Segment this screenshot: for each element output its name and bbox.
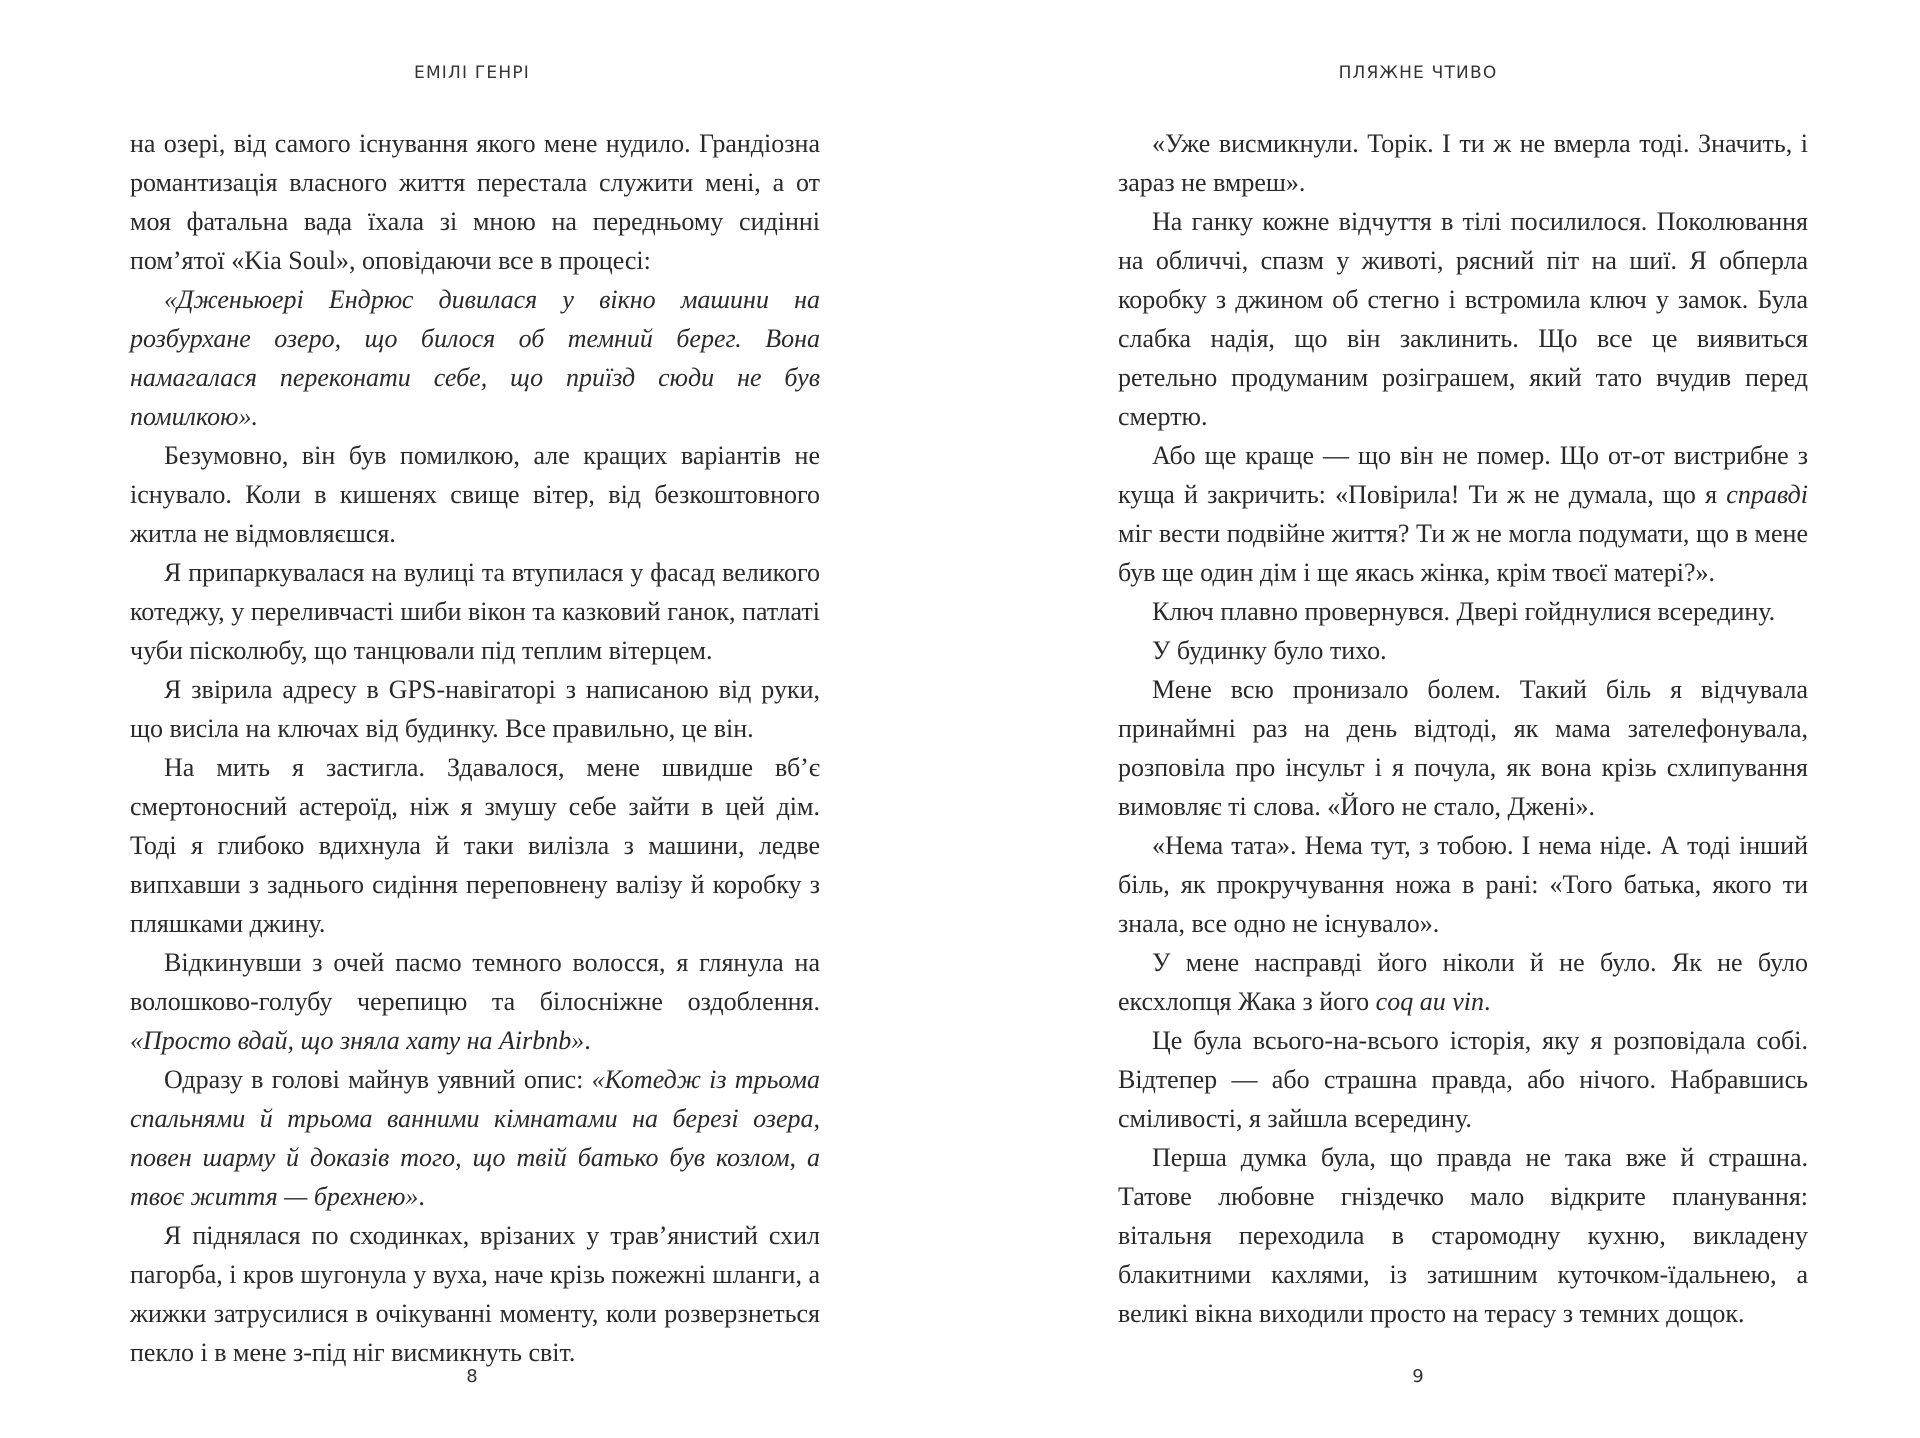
paragraph-text: Відкинувши з очей пасмо темного волосся, я глянула на волошково-голубу черепицю та білосніжне оздоблення.	[130, 948, 820, 1016]
paragraph: На ганку кожне відчуття в тілі посилилося. Поколювання на обличчі, спазм у животі, рясний піт на шиї. Я обперла коробку з джином об стегно і встромила ключ у замок. Була слабка надія, що він заклинить. Що все це виявиться ретельно продуманим розіграшем, який тато вчудив перед смертю.	[1118, 207, 1808, 431]
paragraph: Я піднялася по сходинках, врізаних у трав’янистий схил пагорба, і кров шугонула у вуха, наче крізь пожежні шланги, а жижки затрусилися в очікуванні моменту, коли розверзнеться пекло і в мене з-під ніг висмикнуть світ.	[130, 1221, 820, 1367]
paragraph-text: міг вести подвійне життя? Ти ж не могла подумати, що в мене був ще один дім і ще якась жінка, крім твоєї матері?».	[1118, 519, 1808, 587]
running-head-author: ЕМІЛІ ГЕНРІ	[414, 63, 530, 83]
paragraph: Перша думка була, що правда не така вже й страшна. Татове любовне гніздечко мало відкрите планування: вітальня переходила в старомодну кухню, викладену блакитними кахлями, із затишним куточком-їдальнею, а великі вікна виходили просто на терасу з темних дощок.	[1118, 1143, 1808, 1328]
paragraph: Безумовно, він був помилкою, але кращих варіантів не існувало. Коли в кишенях свище вітер, від безкоштовного житла не відмовляєшся.	[130, 441, 820, 548]
italic-word: справді	[1726, 480, 1808, 509]
paragraph-text: У мене насправді його ніколи й не було. Як не було ексхлопця Жака з його	[1118, 948, 1808, 1016]
paragraph	[1118, 436, 1808, 592]
paragraph: На мить я застигла. Здавалося, мене швидше вб’є смертоносний астероїд, ніж я змушу себе зайти в цей дім. Тоді я глибоко вдихнула й таки вилізла з машини, ледве випхавши з заднього сидіння переповнену валізу й коробку з пляшками джину.	[130, 753, 820, 938]
paragraph-text: .	[584, 1026, 591, 1055]
page-number: 9	[1412, 1366, 1424, 1387]
paragraph-text: .	[1483, 987, 1491, 1016]
italic-paragraph: «Дженьюері Ендрюс дивилася у вікно машини на розбурхане озеро, що билося об темний берег. Вона намагалася переконати себе, що приїзд сюди не був помилкою».	[130, 285, 820, 431]
paragraph: Це була всього-на-всього історія, яку я розповідала собі. Відтепер — або страшна правда, або нічого. Набравшись сміливості, я зайшла всередину.	[1118, 1026, 1808, 1133]
paragraph	[1118, 943, 1808, 1021]
italic-quote: «Котедж із трьома спальнями й трьома ванними кімнатами на березі озера, повен шарму й доказів того, що твій батько був козлом, а твоє життя — брехнею»	[130, 1065, 820, 1211]
paragraph: «Нема тата». Нема тут, з тобою. І нема ніде. А тоді інший біль, як прокручування ножа в рані: «Того батька, якого ти знала, все одно не існувало».	[1118, 831, 1808, 938]
paragraph: Ключ плавно провернувся. Двері гойднулися всередину.	[1152, 597, 1776, 626]
paragraph: У будинку було тихо.	[1152, 636, 1387, 665]
paragraph: Я припаркувалася на вулиці та втупилася у фасад великого котеджу, у переливчасті шиби вікон та казковий ганок, патлаті чуби пісколюбу, що танцювали під теплим вітерцем.	[130, 558, 820, 665]
running-head-title: ПЛЯЖНЕ ЧТИВО	[1338, 63, 1498, 83]
paragraph-text: .	[418, 1182, 425, 1211]
right-page-body	[1118, 124, 1808, 1333]
paragraph	[130, 1060, 820, 1216]
paragraph: Мене всю пронизало болем. Такий біль я відчувала принаймні раз на день відтоді, як мама зателефонувала, розповіла про інсульт і я почула, як вона крізь схлипування вимовляє ті слова. «Його не стало, Джені».	[1118, 675, 1808, 821]
paragraph-text: Або ще краще — що він не помер. Що от-от вистрибне з куща й закричить: «Повірила! Ти ж не думала, що я	[1118, 441, 1808, 509]
italic-phrase: coq au vin	[1375, 987, 1484, 1016]
page-number: 8	[466, 1366, 478, 1387]
paragraph	[130, 943, 820, 1060]
right-page	[960, 0, 1920, 1438]
left-page-body	[130, 124, 820, 1372]
paragraph-text: Одразу в голові майнув уявний опис:	[164, 1065, 592, 1094]
paragraph: на озері, від самого існування якого мене нудило. Грандіозна романтизація власного життя перестала служити мені, а от моя фатальна вада їхала зі мною на передньому сидінні пом’ятої «Kia Soul», оповідаючи все в процесі:	[130, 129, 820, 275]
italic-quote: «Просто вдай, що зняла хату на Airbnb»	[130, 1026, 585, 1055]
paragraph: Я звірила адресу в GPS-навігаторі з написаною від руки, що висіла на ключах від будинку. Все правильно, це він.	[130, 675, 820, 743]
paragraph: «Уже висмикнули. Торік. І ти ж не вмерла тоді. Значить, і зараз не вмреш».	[1118, 129, 1808, 197]
